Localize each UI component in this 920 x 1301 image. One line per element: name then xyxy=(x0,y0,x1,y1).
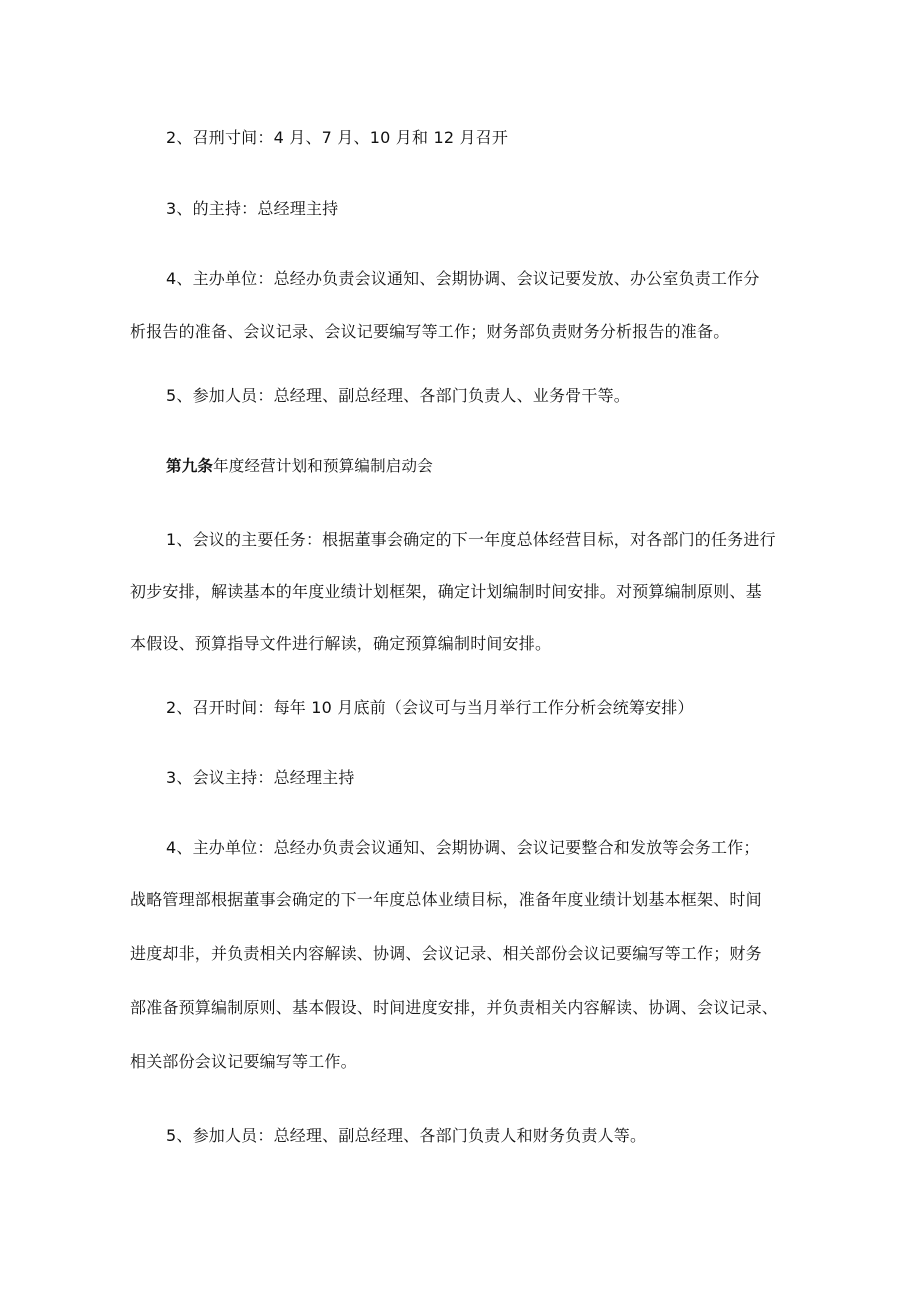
s9-item1-line3: 本假设、预算指导文件进行解读，确定预算编制时间安排。 xyxy=(130,634,552,653)
s9-item4-line1: 4、主办单位：总经办负责会议通知、会期协调、会议记要整合和发放等会务工作； xyxy=(166,838,760,857)
s8-item4-line2: 析报告的准备、会议记录、会议记要编写等工作；财务部负责财务分析报告的准备。 xyxy=(130,322,730,341)
article-number: 第九条 xyxy=(166,457,214,475)
section9-heading xyxy=(166,454,433,478)
s8-item2: 2、召刑寸间：4 月、7 月、10 月和 12 月召开 xyxy=(166,128,509,147)
s9-item3: 3、会议主持：总经理主持 xyxy=(166,768,355,787)
s9-item4-line4: 部准备预算编制原则、基本假设、时间进度安排，并负责相关内容解读、协调、会议记录、 xyxy=(130,998,779,1017)
s9-item1-line2: 初步安排，解读基本的年度业绩计划框架，确定计划编制时间安排。对预算编制原则、基 xyxy=(130,582,762,601)
s8-item3: 3、的主持：总经理主持 xyxy=(166,199,339,218)
s9-item4-line2: 战略管理部根据董事会确定的下一年度总体业绩目标，准备年度业绩计划基本框架、时间 xyxy=(130,890,762,909)
s9-item4-line5: 相关部份会议记要编写等工作。 xyxy=(130,1052,357,1071)
s9-item4-line3: 进度却非，并负责相关内容解读、协调、会议记录、相关部份会议记要编写等工作；财务 xyxy=(130,944,762,963)
s9-item1-line1: 1、会议的主要任务：根据董事会确定的下一年度总体经营目标，对各部门的任务进行 xyxy=(166,530,776,549)
s8-item4-line1: 4、主办单位：总经办负责会议通知、会期协调、会议记要发放、办公室负责工作分 xyxy=(166,269,760,288)
article-title: 年度经营计划和预算编制启动会 xyxy=(213,457,433,475)
s8-item5: 5、参加人员：总经理、副总经理、各部门负责人、业务骨干等。 xyxy=(166,386,630,405)
s9-item5: 5、参加人员：总经理、副总经理、各部门负责人和财务负责人等。 xyxy=(166,1126,647,1145)
s9-item2: 2、召开时间：每年 10 月底前（会议可与当月举行工作分析会统筹安排） xyxy=(166,698,694,717)
